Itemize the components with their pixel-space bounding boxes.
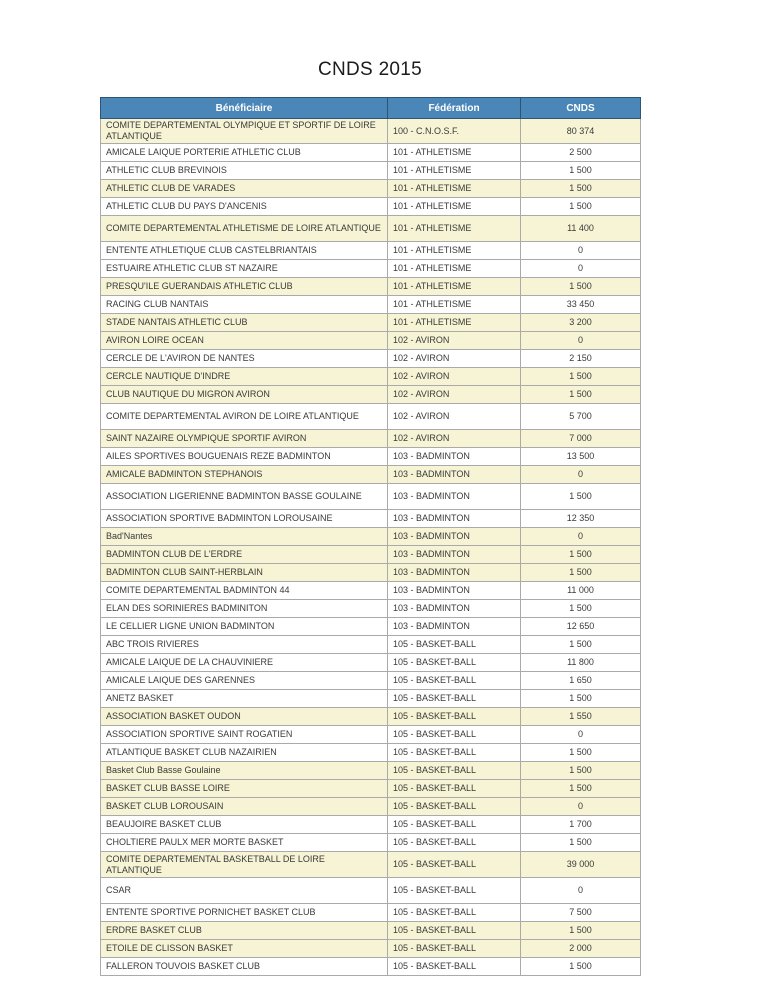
- beneficiaire-cell: AVIRON LOIRE OCEAN: [101, 332, 388, 350]
- federation-cell: 101 - ATHLETISME: [388, 144, 521, 162]
- beneficiaire-cell: ASSOCIATION BASKET OUDON: [101, 708, 388, 726]
- table-row: [101, 672, 641, 690]
- federation-cell: 102 - AVIRON: [388, 386, 521, 404]
- federation-cell: 101 - ATHLETISME: [388, 162, 521, 180]
- cnds-amount-cell: 1 500: [521, 958, 641, 976]
- beneficiaire-cell: CSAR: [101, 878, 388, 904]
- cnds-amount-cell: 11 400: [521, 216, 641, 242]
- federation-cell: 105 - BASKET-BALL: [388, 922, 521, 940]
- cnds-amount-cell: 12 650: [521, 618, 641, 636]
- page-title: CNDS 2015: [317, 59, 423, 80]
- cnds-amount-cell: 0: [521, 466, 641, 484]
- table-row: [101, 816, 641, 834]
- federation-cell: 103 - BADMINTON: [388, 528, 521, 546]
- beneficiaire-cell: ATHLETIC CLUB BREVINOIS: [101, 162, 388, 180]
- table-row: [101, 430, 641, 448]
- federation-cell: 105 - BASKET-BALL: [388, 636, 521, 654]
- federation-cell: 101 - ATHLETISME: [388, 278, 521, 296]
- beneficiaire-cell: ASSOCIATION SPORTIVE SAINT ROGATIEN: [101, 726, 388, 744]
- federation-cell: 103 - BADMINTON: [388, 600, 521, 618]
- table-row: [101, 314, 641, 332]
- beneficiaire-cell: ESTUAIRE ATHLETIC CLUB ST NAZAIRE: [101, 260, 388, 278]
- federation-cell: 103 - BADMINTON: [388, 546, 521, 564]
- beneficiaire-cell: ATLANTIQUE BASKET CLUB NAZAIRIEN: [101, 744, 388, 762]
- federation-cell: 102 - AVIRON: [388, 430, 521, 448]
- federation-cell: 103 - BADMINTON: [388, 484, 521, 510]
- federation-cell: 101 - ATHLETISME: [388, 180, 521, 198]
- table-row: [101, 940, 641, 958]
- grants-table: [100, 97, 641, 976]
- federation-cell: 100 - C.N.O.S.F.: [388, 119, 521, 144]
- cnds-amount-cell: 7 500: [521, 904, 641, 922]
- table-row: [101, 726, 641, 744]
- cnds-amount-cell: 1 700: [521, 816, 641, 834]
- table-row: [101, 296, 641, 314]
- table-row: [101, 834, 641, 852]
- table-row: [101, 904, 641, 922]
- federation-cell: 101 - ATHLETISME: [388, 296, 521, 314]
- beneficiaire-cell: Bad'Nantes: [101, 528, 388, 546]
- beneficiaire-cell: BADMINTON CLUB SAINT-HERBLAIN: [101, 564, 388, 582]
- table-header-row: [101, 98, 641, 119]
- cnds-amount-cell: 1 500: [521, 564, 641, 582]
- cnds-amount-cell: 12 350: [521, 510, 641, 528]
- beneficiaire-cell: AMICALE LAIQUE DES GARENNES: [101, 672, 388, 690]
- cnds-amount-cell: 39 000: [521, 852, 641, 878]
- beneficiaire-cell: COMITE DEPARTEMENTAL AVIRON DE LOIRE ATLANTIQUE: [101, 404, 388, 430]
- beneficiaire-cell: FALLERON TOUVOIS BASKET CLUB: [101, 958, 388, 976]
- cnds-amount-cell: 2 150: [521, 350, 641, 368]
- cnds-amount-cell: 33 450: [521, 296, 641, 314]
- federation-cell: 103 - BADMINTON: [388, 582, 521, 600]
- cnds-amount-cell: 0: [521, 260, 641, 278]
- table-row: [101, 798, 641, 816]
- table-row: [101, 744, 641, 762]
- table-row: [101, 636, 641, 654]
- cnds-amount-cell: 11 800: [521, 654, 641, 672]
- federation-cell: 103 - BADMINTON: [388, 510, 521, 528]
- cnds-amount-cell: 7 000: [521, 430, 641, 448]
- beneficiaire-cell: ASSOCIATION SPORTIVE BADMINTON LOROUSAINE: [101, 510, 388, 528]
- federation-cell: 105 - BASKET-BALL: [388, 690, 521, 708]
- cnds-amount-cell: 1 500: [521, 834, 641, 852]
- table-row: [101, 878, 641, 904]
- beneficiaire-cell: ABC TROIS RIVIERES: [101, 636, 388, 654]
- table-row: [101, 162, 641, 180]
- federation-cell: 102 - AVIRON: [388, 350, 521, 368]
- beneficiaire-cell: BEAUJOIRE BASKET CLUB: [101, 816, 388, 834]
- cnds-amount-cell: 1 500: [521, 368, 641, 386]
- cnds-amount-cell: 0: [521, 528, 641, 546]
- federation-cell: 103 - BADMINTON: [388, 618, 521, 636]
- beneficiaire-cell: LE CELLIER LIGNE UNION BADMINTON: [101, 618, 388, 636]
- beneficiaire-cell: SAINT NAZAIRE OLYMPIQUE SPORTIF AVIRON: [101, 430, 388, 448]
- table-row: [101, 708, 641, 726]
- federation-cell: 101 - ATHLETISME: [388, 216, 521, 242]
- beneficiaire-cell: ASSOCIATION LIGERIENNE BADMINTON BASSE GOULAINE: [101, 484, 388, 510]
- table-row: [101, 762, 641, 780]
- cnds-amount-cell: 5 700: [521, 404, 641, 430]
- table-row: [101, 278, 641, 296]
- federation-cell: 105 - BASKET-BALL: [388, 798, 521, 816]
- beneficiaire-cell: BADMINTON CLUB DE L'ERDRE: [101, 546, 388, 564]
- table-row: [101, 448, 641, 466]
- beneficiaire-cell: COMITE DEPARTEMENTAL BADMINTON 44: [101, 582, 388, 600]
- federation-cell: 105 - BASKET-BALL: [388, 904, 521, 922]
- table-row: [101, 600, 641, 618]
- federation-cell: 105 - BASKET-BALL: [388, 762, 521, 780]
- beneficiaire-cell: ATHLETIC CLUB DU PAYS D'ANCENIS: [101, 198, 388, 216]
- table-row: [101, 618, 641, 636]
- beneficiaire-cell: CLUB NAUTIQUE DU MIGRON AVIRON: [101, 386, 388, 404]
- beneficiaire-cell: Basket Club Basse Goulaine: [101, 762, 388, 780]
- table-row: [101, 198, 641, 216]
- beneficiaire-cell: COMITE DEPARTEMENTAL BASKETBALL DE LOIRE ATLANTIQUE: [101, 852, 388, 878]
- beneficiaire-cell: COMITE DEPARTEMENTAL ATHLETISME DE LOIRE ATLANTIQUE: [101, 216, 388, 242]
- cnds-amount-cell: 80 374: [521, 119, 641, 144]
- table-row: [101, 654, 641, 672]
- cnds-amount-cell: 1 550: [521, 708, 641, 726]
- beneficiaire-cell: AILES SPORTIVES BOUGUENAIS REZE BADMINTON: [101, 448, 388, 466]
- beneficiaire-cell: BASKET CLUB BASSE LOIRE: [101, 780, 388, 798]
- table-row: [101, 386, 641, 404]
- federation-cell: 105 - BASKET-BALL: [388, 834, 521, 852]
- beneficiaire-cell: STADE NANTAIS ATHLETIC CLUB: [101, 314, 388, 332]
- cnds-amount-cell: 3 200: [521, 314, 641, 332]
- cnds-amount-cell: 0: [521, 332, 641, 350]
- cnds-amount-cell: 1 500: [521, 484, 641, 510]
- cnds-amount-cell: 1 500: [521, 636, 641, 654]
- cnds-amount-cell: 1 500: [521, 600, 641, 618]
- beneficiaire-cell: AMICALE BADMINTON STEPHANOIS: [101, 466, 388, 484]
- table-row: [101, 466, 641, 484]
- federation-cell: 105 - BASKET-BALL: [388, 816, 521, 834]
- beneficiaire-cell: AMICALE LAIQUE DE LA CHAUVINIERE: [101, 654, 388, 672]
- beneficiaire-cell: RACING CLUB NANTAIS: [101, 296, 388, 314]
- cnds-amount-cell: 1 500: [521, 922, 641, 940]
- table-row: [101, 922, 641, 940]
- table-row: [101, 404, 641, 430]
- cnds-amount-cell: 0: [521, 878, 641, 904]
- federation-cell: 101 - ATHLETISME: [388, 314, 521, 332]
- cnds-amount-cell: 0: [521, 798, 641, 816]
- federation-cell: 105 - BASKET-BALL: [388, 654, 521, 672]
- table-row: [101, 368, 641, 386]
- beneficiaire-cell: CHOLTIERE PAULX MER MORTE BASKET: [101, 834, 388, 852]
- beneficiaire-cell: ETOILE DE CLISSON BASKET: [101, 940, 388, 958]
- beneficiaire-cell: AMICALE LAIQUE PORTERIE ATHLETIC CLUB: [101, 144, 388, 162]
- federation-cell: 101 - ATHLETISME: [388, 242, 521, 260]
- federation-cell: 102 - AVIRON: [388, 368, 521, 386]
- table-row: [101, 958, 641, 976]
- column-header-cnds: CNDS: [521, 98, 641, 119]
- cnds-amount-cell: 1 500: [521, 198, 641, 216]
- cnds-amount-cell: 1 500: [521, 278, 641, 296]
- cnds-amount-cell: 2 500: [521, 144, 641, 162]
- table-row: [101, 484, 641, 510]
- federation-cell: 103 - BADMINTON: [388, 564, 521, 582]
- cnds-amount-cell: 1 500: [521, 546, 641, 564]
- federation-cell: 105 - BASKET-BALL: [388, 708, 521, 726]
- federation-cell: 105 - BASKET-BALL: [388, 940, 521, 958]
- table-row: [101, 242, 641, 260]
- federation-cell: 103 - BADMINTON: [388, 448, 521, 466]
- beneficiaire-cell: PRESQU'ILE GUERANDAIS ATHLETIC CLUB: [101, 278, 388, 296]
- table-row: [101, 780, 641, 798]
- table-row: [101, 546, 641, 564]
- table-body: [101, 119, 641, 976]
- cnds-amount-cell: 1 500: [521, 744, 641, 762]
- beneficiaire-cell: ENTENTE SPORTIVE PORNICHET BASKET CLUB: [101, 904, 388, 922]
- table-row: [101, 119, 641, 144]
- cnds-amount-cell: 1 500: [521, 180, 641, 198]
- cnds-amount-cell: 1 500: [521, 780, 641, 798]
- beneficiaire-cell: ANETZ BASKET: [101, 690, 388, 708]
- cnds-amount-cell: 1 500: [521, 690, 641, 708]
- table-row: [101, 332, 641, 350]
- federation-cell: 105 - BASKET-BALL: [388, 852, 521, 878]
- federation-cell: 105 - BASKET-BALL: [388, 780, 521, 798]
- federation-cell: 102 - AVIRON: [388, 404, 521, 430]
- table-row: [101, 564, 641, 582]
- cnds-amount-cell: 0: [521, 726, 641, 744]
- beneficiaire-cell: COMITE DEPARTEMENTAL OLYMPIQUE ET SPORTIF DE LOIRE ATLANTIQUE: [101, 119, 388, 144]
- beneficiaire-cell: CERCLE NAUTIQUE D'INDRE: [101, 368, 388, 386]
- cnds-amount-cell: 1 500: [521, 762, 641, 780]
- table-row: [101, 260, 641, 278]
- table-row: [101, 690, 641, 708]
- table-row: [101, 144, 641, 162]
- federation-cell: 105 - BASKET-BALL: [388, 726, 521, 744]
- table-row: [101, 216, 641, 242]
- federation-cell: 105 - BASKET-BALL: [388, 672, 521, 690]
- federation-cell: 101 - ATHLETISME: [388, 198, 521, 216]
- table-row: [101, 582, 641, 600]
- federation-cell: 101 - ATHLETISME: [388, 260, 521, 278]
- table-row: [101, 528, 641, 546]
- column-header-federation: Fédération: [388, 98, 521, 119]
- table-row: [101, 510, 641, 528]
- cnds-amount-cell: 1 650: [521, 672, 641, 690]
- beneficiaire-cell: ATHLETIC CLUB DE VARADES: [101, 180, 388, 198]
- beneficiaire-cell: CERCLE DE L'AVIRON DE NANTES: [101, 350, 388, 368]
- federation-cell: 102 - AVIRON: [388, 332, 521, 350]
- cnds-amount-cell: 1 500: [521, 162, 641, 180]
- table-row: [101, 180, 641, 198]
- beneficiaire-cell: BASKET CLUB LOROUSAIN: [101, 798, 388, 816]
- federation-cell: 105 - BASKET-BALL: [388, 878, 521, 904]
- table-row: [101, 350, 641, 368]
- column-header-beneficiaire: Bénéficiaire: [101, 98, 388, 119]
- beneficiaire-cell: ENTENTE ATHLETIQUE CLUB CASTELBRIANTAIS: [101, 242, 388, 260]
- cnds-amount-cell: 0: [521, 242, 641, 260]
- federation-cell: 105 - BASKET-BALL: [388, 958, 521, 976]
- federation-cell: 103 - BADMINTON: [388, 466, 521, 484]
- cnds-amount-cell: 11 000: [521, 582, 641, 600]
- cnds-amount-cell: 2 000: [521, 940, 641, 958]
- table-row: [101, 852, 641, 878]
- beneficiaire-cell: ERDRE BASKET CLUB: [101, 922, 388, 940]
- beneficiaire-cell: ELAN DES SORINIERES BADMINITON: [101, 600, 388, 618]
- cnds-amount-cell: 1 500: [521, 386, 641, 404]
- federation-cell: 105 - BASKET-BALL: [388, 744, 521, 762]
- cnds-amount-cell: 13 500: [521, 448, 641, 466]
